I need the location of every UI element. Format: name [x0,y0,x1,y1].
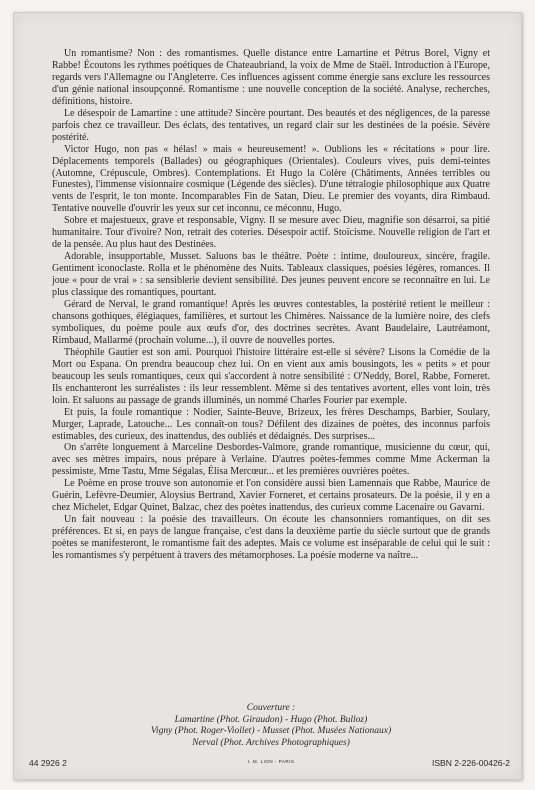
printer-mark: I. M. LION - PARIS [247,759,295,764]
paragraph: On s'arrête longuement à Marceline Desbordes-Valmore, grande romantique, musicienne du cœur, qui, avec ses mètres impairs, nous prépare à Verlaine. D'autres poètes-femmes comme Mme Ackerman la pessimiste, Mme Tastu, Mme Ségalas, Élisa Mercœur... et les premières ouvrières poètes. [52,442,490,478]
credits-line: Lamartine (Phot. Giraudon) - Hugo (Phot. Bulloz) [174,714,368,725]
blurb-text [52,48,490,562]
paragraph: Théophile Gautier est son ami. Pourquoi l'histoire littéraire est-elle si sévère? Lisons la Comédie de la Mort ou Espana. On prendra beaucoup chez lui. On en vient aux amis bousingots, les « petits » et pour beaucoup les seuls romantiques, ceux qui s'accordent à notre sensibilité : O'Neddy, Borel, Rabbe, Forneret. Ils enchanteront les surréalistes : ils leur ressemblent. Même si des tentatives avortent, elles vont loin, très loin. Et saluons au passage de grands illuminés, un nommé Charles Fourier par exemple. [52,346,490,406]
credits-line: Vigny (Phot. Roger-Viollet) - Musset (Phot. Musées Nationaux) [150,726,392,736]
credits-heading: Couverture : [246,703,296,713]
paragraph: Le Poème en prose trouve son autonomie et l'on considère aussi bien Lamennais que Rabbe, Maurice de Guérin, Lefèvre-Deumier, Aloysius Bertrand, Xavier Forneret, et certains prosateurs. De la poésie, il y en a chez Michelet, Edgar Quinet, Balzac, chez des poètes inattendus, des curieux comme Lacenaire ou Gavarni. [52,478,490,514]
paragraph: Et puis, la foule romantique : Nodier, Sainte-Beuve, Brizeux, les frères Deschamps, Barbier, Soulary, Murger, Laprade, Latouche... Les connaît-on tous? Défilent des dizaines de poètes, des inconnus parfois estimables, des curieux, des inattendus, des oubliés et dédaignés. Des surprises... [52,406,490,442]
isbn: ISBN 2-226-00426-2 [432,758,510,768]
paragraph: Adorable, insupportable, Musset. Saluons bas le théâtre. Poète : intime, douloureux, sincère, fragile. Gentiment iconoclaste. Rolla et le phénomène des Nuits. Tableaux classiques, poésies légères, romances. Il joue « pour de vrai » : sa sensiblerie devient sensibilité. Des jeunes peuvent encore se reconnaître en lui. Le plus classique des romantiques, pourtant. [52,251,490,299]
cover-credits [52,703,490,749]
paragraph: Le désespoir de Lamartine : une attitude? Sincère pourtant. Des beautés et des négligences, de la paresse parfois chez ce travailleur. Des éclats, des tentatives, un regard clair sur les destinées de la poésie. Sévère postérité. [52,107,490,143]
paragraph: Victor Hugo, non pas « hélas! » mais « heureusement! ». Oublions les « récitations » pour lire. Déplacements temporels (Ballades) ou géographiques (Orientales). Couleurs vives, puis demi-teintes (Automne, Crépuscule, Ombres). Contemplations. Et Hugo la Colère (Châtiments, Années terribles ou Funestes), l'immense visionnaire cosmique (Légende des siècles). D'une tétralogie philosophique aux Quatre vents de l'esprit, le ton monte. Incomparables Fin de Satan, Dieu. Le premier des voyants, dira Rimbaud. Tentative nouvelle d'ouvrir les yeux sur cet inconnu, ce méconnu, Hugo. [52,143,490,215]
paragraph: Sobre et majestueux, grave et responsable, Vigny. Il se mesure avec Dieu, magnifie son désarroi, sa pitié humanitaire. Tour d'ivoire? Non, retrait des coteries. Désespoir actif. Stoïcisme. Nouvelle religion de l'art et de la pensée. Au plus haut des Destinées. [52,215,490,251]
catalog-code: 44 2926 2 [29,758,67,768]
paragraph: Un romantisme? Non : des romantismes. Quelle distance entre Lamartine et Pétrus Borel, Vigny et Rabbe! Écoutons les rythmes poétiques de Chateaubriand, la voix de Mme de Staël. Introduction à l'Europe, regards vers l'Allemagne ou l'Angleterre. Ces influences agissent comme énergie sans exclure les ressources d'un génie national insoupçonné. Romantisme : une nouvelle conception de la société. Analyse, recherches, définitions, histoire. [52,48,490,107]
credits-line: Nerval (Phot. Archives Photographiques) [192,737,350,748]
paragraph: Gérard de Nerval, le grand romantique! Après les œuvres contestables, la postérité retient le meilleur : chansons gothiques, élégiaques, familières, et surtout les Chimères. Naissance de la lumière noire, des clefs symboliques, du poème poule aux œufs d'or, des doctrines secrètes. Avant Baudelaire, Lautréamont, Rimbaud, Mallarmé (prochain volume...), il ouvre de nouvelles portes. [52,299,490,346]
paragraph: Un fait nouveau : la poésie des travailleurs. On écoute les chansonniers romantiques, on dit ses préférences. Et si, en pays de langue française, c'est dans la deuxième partie du siècle surtout que de grands poètes se manifesteront, le romantisme fait des adeptes. Mais ce volume est inséparable de celui qui le suit : les romantismes s'y perpétuent à travers des métamorphoses. La poésie moderne va naître... [52,514,490,562]
